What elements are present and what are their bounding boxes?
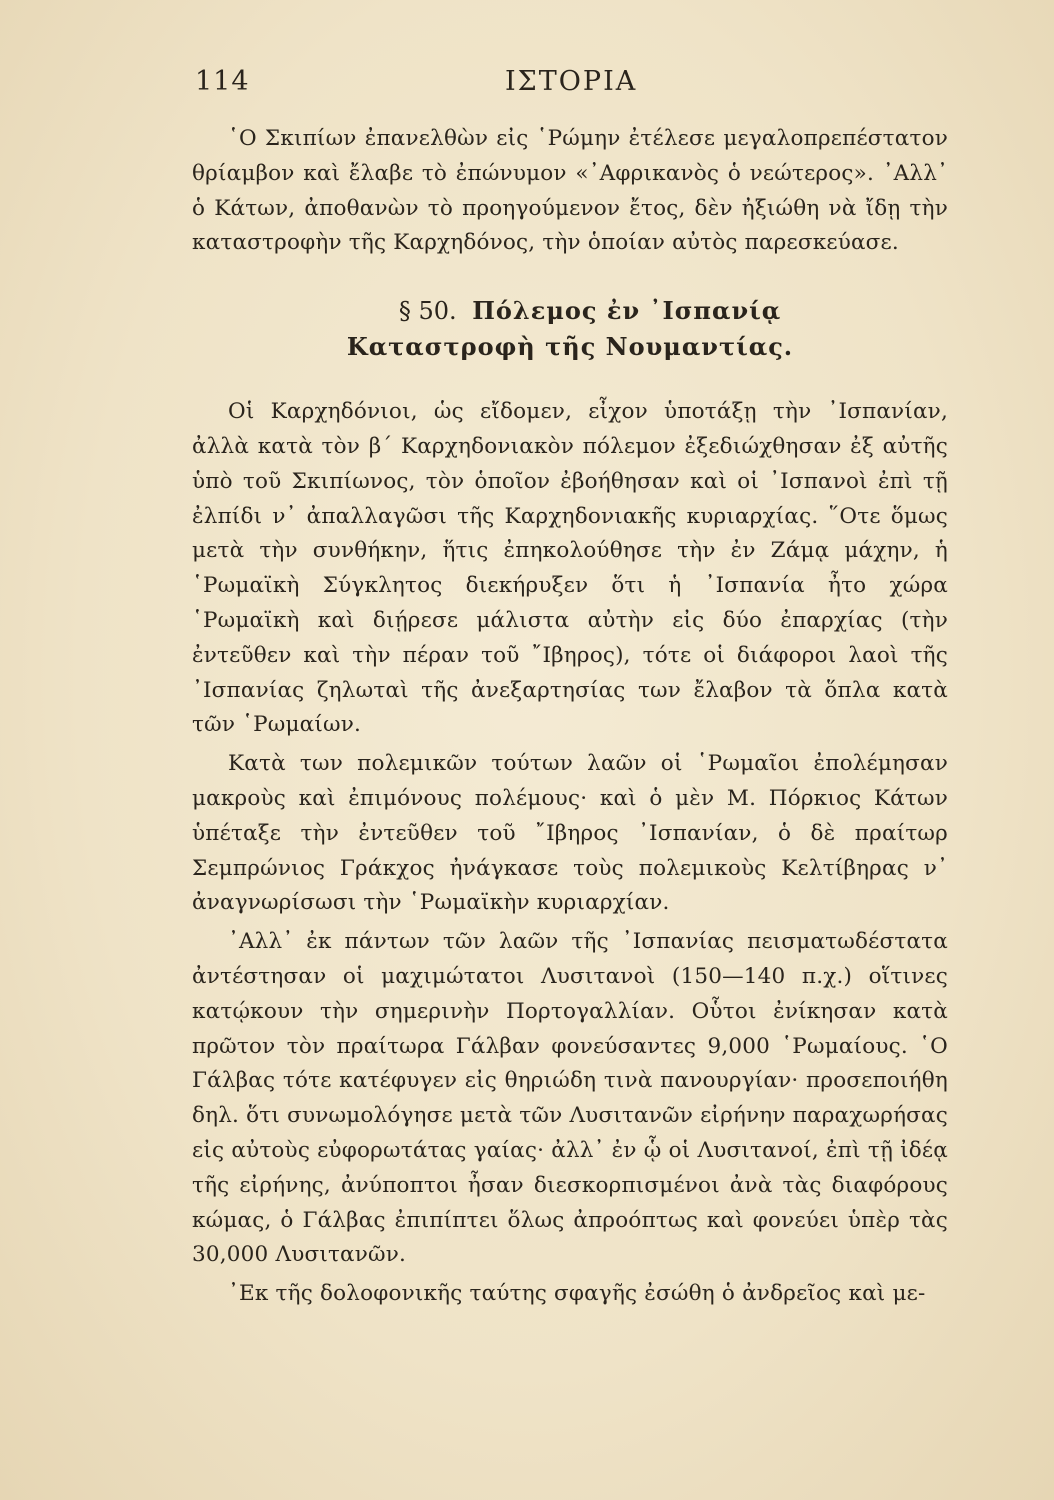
section-title-line-2: Καταστροφὴ τῆς Νουμαντίας. [346, 332, 794, 362]
paragraph-3: Κατὰ των πολεμικῶν τούτων λαῶν οἱ ῾Ρωμαῖοι ἐπολέμησαν μακροὺς καὶ ἐπιμόνους πολέμους· καὶ ὁ μὲν Μ. Πόρκιος Κάτων ὑπέταξε τὴν ἐντεῦθεν τοῦ ῎Ιβηρος ᾿Ισπανίαν, ὁ δὲ πραίτωρ Σεμπρώνιος Γράκχος ἠνάγκασε τοὺς πολεμικοὺς Κελτίβηρας ν᾿ ἀναγνωρίσωσι τὴν ῾Ρωμαϊκὴν κυριαρχίαν. [192, 751, 948, 916]
page-body [192, 122, 948, 1312]
page-header [195, 66, 944, 106]
page-number: 114 [195, 66, 250, 97]
paragraph-2: Οἱ Καρχηδόνιοι, ὡς εἴδομεν, εἶχον ὑποτάξῃ τὴν ᾿Ισπανίαν, ἀλλὰ κατὰ τὸν β΄ Καρχηδονιακὸν πόλεμον ἐξεδιώχθησαν ἐξ αὐτῆς ὑπὸ τοῦ Σκιπίωνος, τὸν ὁποῖον ἐβοήθησαν καὶ οἱ ᾿Ισπανοὶ ἐπὶ τῇ ἐλπίδι ν᾿ ἀπαλλαγῶσι τῆς Καρχηδονιακῆς κυριαρχίας. ῞Οτε ὅμως μετὰ τὴν συνθήκην, ἥτις ἐπηκολούθησε τὴν ἐν Ζάμᾳ μάχην, ἡ ῾Ρωμαϊκὴ Σύγκλητος διεκήρυξεν ὅτι ἡ ᾿Ισπανία ἦτο χώρα ῾Ρωμαϊκὴ καὶ διῄρεσε μάλιστα αὐτὴν εἰς δύο ἐπαρχίας (τὴν ἐντεῦθεν καὶ τὴν πέραν τοῦ ῎Ιβηρος), τότε οἱ διάφοροι λαοὶ τῆς ᾿Ισπανίας ζηλωταὶ τῆς ἀνεξαρτησίας των ἔλαβον τὰ ὅπλα κατὰ τῶν ῾Ρωμαίων. [192, 399, 948, 738]
section-number: § 50. [398, 297, 457, 326]
paragraph-1: ῾Ο Σκιπίων ἐπανελθὼν εἰς ῾Ρώμην ἐτέλεσε μεγαλοπρεπέστατον θρίαμβον καὶ ἔλαβε τὸ ἐπώνυμον «᾿Αφρικανὸς ὁ νεώτερος». ᾿Αλλ᾿ ὁ Κάτων, ἀποθανὼν τὸ προηγούμενον ἔτος, δὲν ἠξιώθη νὰ ἴδῃ τὴν καταστροφὴν τῆς Καρχηδόνος, τὴν ὁποίαν αὐτὸς παρεσκεύασε. [192, 126, 948, 256]
running-head: ΙΣΤΟΡΙΑ [505, 66, 638, 97]
paragraph-5: ᾿Εκ τῆς δολοφονικῆς ταύτης σφαγῆς ἐσώθη ὁ ἀνδρεῖος καὶ με- [228, 1281, 926, 1307]
section-title-line-1: Πόλεμος ἐν ᾿Ισπανίᾳ [472, 296, 782, 326]
section-heading [192, 293, 948, 365]
paragraph-4: ᾿Αλλ᾿ ἐκ πάντων τῶν λαῶν τῆς ᾿Ισπανίας πεισματωδέστατα ἀντέστησαν οἱ μαχιμώτατοι Λυσιτανοὶ (150—140 π.χ.) οἵτινες κατῴκουν τὴν σημερινὴν Πορτογαλλίαν. Οὗτοι ἐνίκησαν κατὰ πρῶτον τὸν πραίτωρα Γάλβαν φονεύσαντες 9,000 ῾Ρωμαίους. ῾Ο Γάλβας τότε κατέφυγεν εἰς θηριώδη τινὰ πανουργίαν· προσεποιήθη δηλ. ὅτι συνωμολόγησε μετὰ τῶν Λυσιτανῶν εἰρήνην παραχωρήσας εἰς αὐτοὺς εὐφορωτάτας γαίας· ἀλλ᾿ ἐν ᾧ οἱ Λυσιτανοί, ἐπὶ τῇ ἰδέᾳ τῆς εἰρήνης, ἀνύποπτοι ἦσαν διεσκορπισμένοι ἀνὰ τὰς διαφόρους κώμας, ὁ Γάλβας ἐπιπίπτει ὅλως ἀπροόπτως καὶ φονεύει ὑπὲρ τὰς 30,000 Λυσιτανῶν. [192, 929, 948, 1268]
section-heading-line-1 [192, 293, 948, 329]
